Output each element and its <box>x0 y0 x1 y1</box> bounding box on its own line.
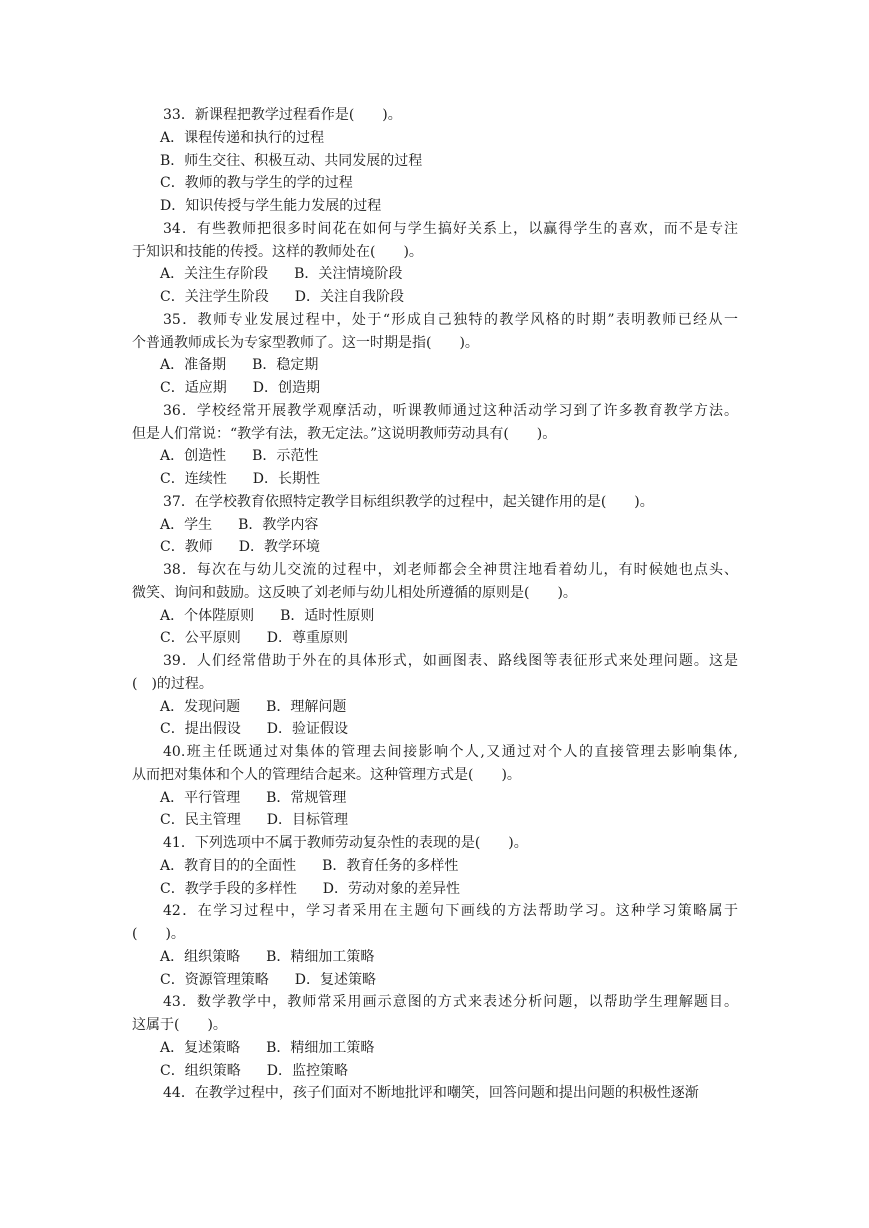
question-37 <box>132 491 738 559</box>
answer-option: A．关注生存阶段 <box>160 266 269 283</box>
answer-option: B．稳定期 <box>252 357 319 374</box>
option-row <box>132 514 738 537</box>
question-stem-line: 38．每次在与幼儿交流的过程中，刘老师都会全神贯注地看着幼儿，有时候她也点头、 <box>163 562 738 578</box>
answer-option: C．教师 <box>160 539 213 556</box>
option-row <box>132 150 738 173</box>
answer-option: B．常规管理 <box>266 789 347 806</box>
answer-option: D．目标管理 <box>266 812 348 829</box>
option-row <box>132 354 738 377</box>
answer-option: A．发现问题 <box>160 698 241 715</box>
question-stem-line: 35．教师专业发展过程中，处于“形成自己独特的教学风格的时期”表明教师已经从一 <box>163 311 738 328</box>
answer-option: B．教学内容 <box>238 516 319 533</box>
option-row <box>132 627 738 650</box>
answer-option: B．适时性原则 <box>280 607 375 624</box>
answer-option: C．提出假设 <box>160 721 241 738</box>
answer-option: D．监控策略 <box>266 1062 348 1079</box>
answer-option: A．复述策略 <box>160 1039 241 1056</box>
question-stem-line: 这属于( )。 <box>132 1017 227 1033</box>
option-row <box>132 718 738 741</box>
answer-option: A．创造性 <box>160 448 227 465</box>
question-33 <box>132 104 738 218</box>
question-40 <box>132 741 738 832</box>
answer-option: B．精细加工策略 <box>266 1039 375 1056</box>
option-row <box>132 263 738 286</box>
option-row <box>132 1037 738 1060</box>
answer-option: B．示范性 <box>252 448 319 465</box>
option-row <box>132 536 738 559</box>
answer-option: B．关注情境阶段 <box>294 266 403 283</box>
answer-option: B．理解问题 <box>266 698 347 715</box>
option-row <box>132 696 738 719</box>
question-stem-line: 42．在学习过程中，学习者采用在主题句下画线的方法帮助学习。这种学习策略属于 <box>163 903 738 920</box>
answer-option: A．准备期 <box>160 357 227 374</box>
option-row <box>132 878 738 901</box>
option-row <box>132 195 738 218</box>
option-row <box>132 1060 738 1083</box>
option-row <box>132 787 738 810</box>
question-stem-line: 但是人们常说：“教学有法，教无定法。”这说明教师劳动具有( )。 <box>132 425 557 442</box>
answer-option: D．尊重原则 <box>266 630 348 647</box>
answer-option: B．精细加工策略 <box>266 948 375 965</box>
option-row <box>132 445 738 468</box>
answer-option: C．教学手段的多样性 <box>160 880 297 897</box>
answer-option: D．关注自我阶段 <box>294 289 404 305</box>
answer-option: A．平行管理 <box>160 789 241 806</box>
answer-option: C．民主管理 <box>160 812 241 829</box>
answer-option: C．适应期 <box>160 380 227 396</box>
answer-option: C．公平原则 <box>160 630 241 647</box>
answer-option: D．验证假设 <box>266 721 348 738</box>
option-row <box>132 468 738 491</box>
answer-option: A．课程传递和执行的过程 <box>160 129 325 146</box>
answer-option: C．连续性 <box>160 471 227 487</box>
option-row <box>132 172 738 195</box>
question-44 <box>132 1082 738 1105</box>
question-42 <box>132 900 738 991</box>
question-stem-line: 43．数学教学中，教师常采用画示意图的方式来表述分析问题，以帮助学生理解题目。 <box>163 994 738 1011</box>
option-row <box>132 377 738 400</box>
question-34 <box>132 218 738 309</box>
answer-option: B．师生交往、积极互动、共同发展的过程 <box>160 152 423 169</box>
option-row <box>132 855 738 878</box>
question-stem-line: 37．在学校教育依照特定教学目标组织教学的过程中，起关键作用的是( )。 <box>163 493 654 510</box>
option-row <box>132 946 738 969</box>
answer-option: B．教育任务的多样性 <box>322 857 459 874</box>
question-stem-line: 33．新课程把教学过程看作是( )。 <box>163 107 402 123</box>
question-stem-line: 微笑、询问和鼓励。这反映了刘老师与幼儿相处所遵循的原则是( )。 <box>132 584 577 601</box>
option-row <box>132 809 738 832</box>
answer-option: C．组织策略 <box>160 1062 241 1079</box>
option-row <box>132 605 738 628</box>
answer-option: D．教学环境 <box>238 539 320 556</box>
question-stem-line: 40.班主任既通过对集体的管理去间接影响个人,又通过对个人的直接管理去影响集体, <box>163 744 738 760</box>
answer-option: A．个体陛原则 <box>160 607 255 624</box>
option-row <box>132 969 738 992</box>
question-stem-line: ( )。 <box>132 926 185 942</box>
answer-option: D．劳动对象的差异性 <box>322 880 460 897</box>
answer-option: D．创造期 <box>252 380 320 396</box>
question-stem-line: 36．学校经常开展教学观摩活动，听课教师通过这种活动学习到了许多教育教学方法。 <box>163 402 738 419</box>
question-stem-line: 41．下列选项中不属于教师劳动复杂性的表现的是( )。 <box>163 835 528 851</box>
answer-option: D．知识传授与学生能力发展的过程 <box>160 198 382 214</box>
question-36 <box>132 400 738 491</box>
question-stem-line: 44．在教学过程中，孩子们面对不断地批评和嘲笑，回答问题和提出问题的积极性逐渐 <box>163 1085 699 1102</box>
answer-option: A．教育目的的全面性 <box>160 857 297 874</box>
answer-option: A．组织策略 <box>160 948 241 965</box>
answer-option: C．资源管理策略 <box>160 971 269 988</box>
question-stem-line: ( )的过程。 <box>132 675 213 692</box>
question-stem-line: 从而把对集体和个人的管理结合起来。这种管理方式是( )。 <box>132 766 521 783</box>
question-39 <box>132 650 738 741</box>
question-43 <box>132 991 738 1082</box>
question-38 <box>132 559 738 650</box>
question-list <box>132 104 738 1105</box>
answer-option: C．教师的教与学生的学的过程 <box>160 175 353 192</box>
question-35 <box>132 309 738 400</box>
question-stem-line: 39．人们经常借助于外在的具体形式，如画图表、路线图等表征形式来处理问题。这是 <box>163 653 738 669</box>
option-row <box>132 286 738 309</box>
answer-option: A．学生 <box>160 516 213 533</box>
question-41 <box>132 832 738 900</box>
answer-option: C．关注学生阶段 <box>160 289 269 305</box>
question-stem-line: 34．有些教师把很多时间花在如何与学生搞好关系上，以赢得学生的喜欢，而不是专注 <box>163 220 738 237</box>
question-stem-line: 于知识和技能的传授。这样的教师处在( )。 <box>132 243 423 260</box>
answer-option: D．长期性 <box>252 471 320 487</box>
question-stem-line: 个普通教师成长为专家型教师了。这一时期是指( )。 <box>132 334 479 351</box>
answer-option: D．复述策略 <box>294 971 376 988</box>
option-row <box>132 127 738 150</box>
